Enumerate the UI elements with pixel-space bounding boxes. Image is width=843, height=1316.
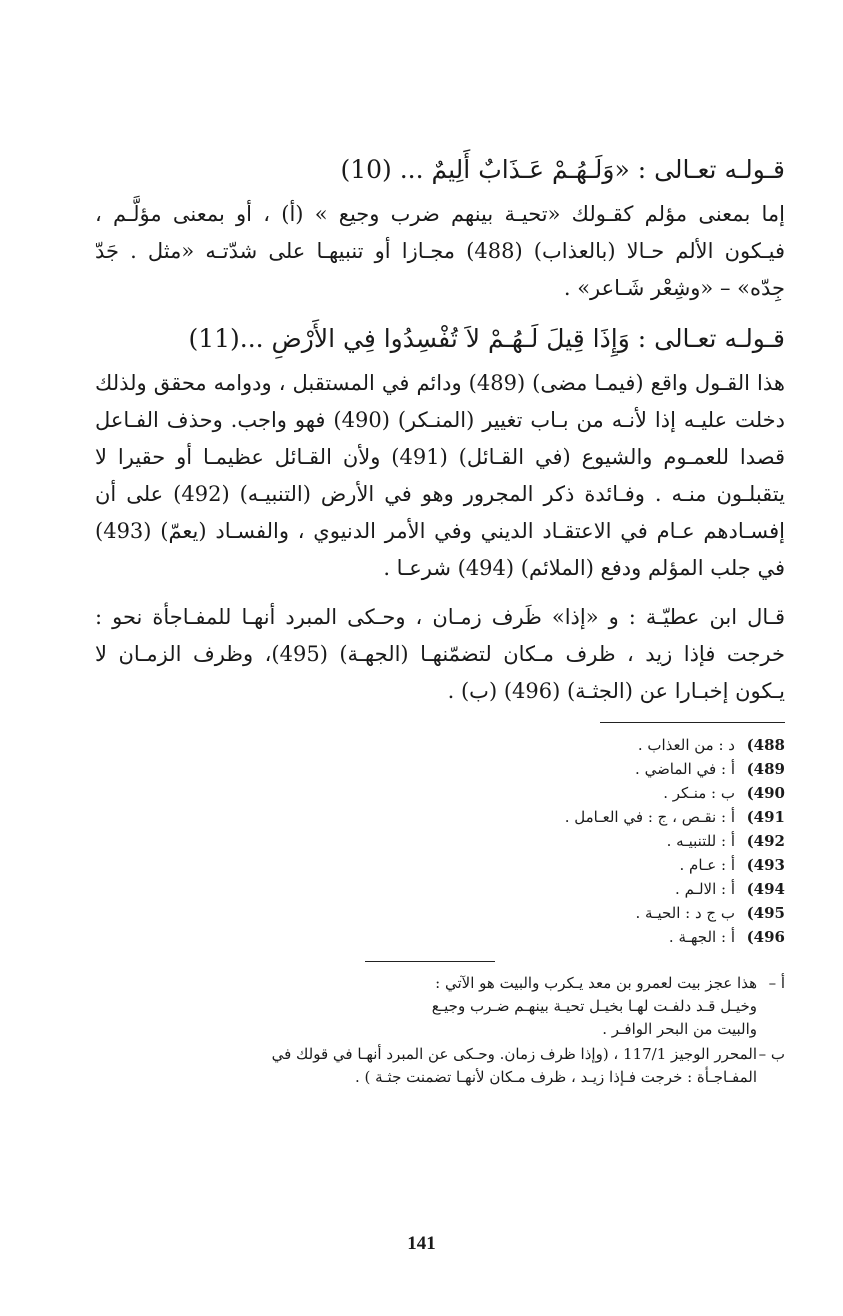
notes-divider (600, 722, 785, 723)
note-number: (492 (746, 832, 785, 850)
note-text: ب : منـكر . (663, 784, 735, 802)
page-number: 141 (407, 1233, 436, 1254)
footnote-line: المحرر الوجيز 117/1 ، (وإذا ظرف زمان. وحـكى عن المبرد أنهـا في قولك في (271, 1045, 757, 1063)
footnote-line: والبيت من البحر الوافـر . (602, 1020, 757, 1038)
footnotes-divider (365, 961, 495, 962)
note-number: (489 (746, 760, 785, 778)
variant-note (95, 829, 785, 853)
variant-note (95, 853, 785, 877)
note-text: أ : الالـم . (675, 880, 735, 898)
note-number: (495 (746, 904, 785, 922)
paragraph-1: إما بمعنى مؤلم كقـولك «تحيـة بينهم ضرب وجيع » (أ) ، أو بمعنى مؤلَّـم ، فيـكون الألم حـالا (بالعذاب) (488) مجـازا أو تنبيهـا على شدّتـه «مثل . جَدّ جِدّه» – «وشِعْر شَـاعر» . (95, 202, 785, 300)
footnote-b (95, 1043, 785, 1089)
footnote-line: وخيـل قـد دلفـت لهـا بخيـل تحيـة بينهـم ضـرب وجيـع (431, 997, 757, 1015)
footnote-mark: أ – (768, 974, 785, 992)
variant-note (95, 901, 785, 925)
variant-note (95, 805, 785, 829)
variant-note (95, 757, 785, 781)
variant-note (95, 733, 785, 757)
variant-note (95, 781, 785, 805)
footnote-line: المفـاجـأة : خرجت فـإذا زيـد ، ظرف مـكان لأنهـا تضمنت جثـة ) . (354, 1068, 757, 1086)
footnote-mark: ب – (758, 1045, 785, 1063)
footnote-body (95, 972, 757, 1041)
note-number: (494 (746, 880, 785, 898)
note-number: (496 (746, 928, 785, 946)
page-body (95, 150, 785, 1091)
note-text: ب ج د : الحيـة . (635, 904, 735, 922)
paragraph-3: قـال ابن عطيّـة : و «إذا» ظَرف زمـان ، وحـكى المبرد أنهـا للمفـاجأة نحو : خرجت فإذا زيد ، ظرف مـكان لتضمّنهـا (الجهـة) (495)، وظرف الزمـان لا يـكون إخبـارا عن (الجثـة) (496) (ب) . (95, 605, 786, 703)
note-text: أ : عـام . (679, 856, 735, 874)
footnote-body (95, 1043, 757, 1089)
verse-heading-1: قـولـه تعـالى : «وَلَـهُـمْ عَـذَابٌ أَلِيمٌ ... (10) (340, 155, 785, 184)
footnote-line: هذا عجز بيت لعمرو بن معد يـكرب والبيت هو الآتي : (435, 974, 757, 992)
paragraph-2: هذا القـول واقع (فيمـا مضى) (489) ودائم في المستقبل ، ودوامه محقق ولذلك دخلت عليـه إذا لأنـه من بـاب تغيير (المنـكر) (490) فهو واجب. وحذف الفـاعل قصدا للعمـوم والشيوع (في القـائل) (491) ولأن القـائل عظيمـا أو حقيرا لا يتقبلـون منـه . وفـائدة ذكر المجرور وهو في الأرض (التنبيـه) (492) على أن إفسـادهم عـام في الاعتقـاد الديني وفي الأمر الدنيوي ، والفسـاد (يعمّ) (493) في جلب المؤلم ودفع (الملائم) (494) شرعـا . (95, 371, 785, 580)
note-number: (493 (746, 856, 785, 874)
variant-notes (95, 733, 785, 949)
variant-note (95, 925, 785, 949)
note-text: د : من العذاب . (637, 736, 735, 754)
footnote-a (95, 972, 785, 1041)
note-text: أ : في الماضي . (635, 760, 735, 778)
note-text: أ : الجهـة . (668, 928, 735, 946)
note-text: أ : للتنبيـه . (666, 832, 735, 850)
note-number: (488 (746, 736, 785, 754)
variant-note (95, 877, 785, 901)
note-number: (490 (746, 784, 785, 802)
footnotes (95, 972, 785, 1089)
verse-heading-2: قـولـه تعـالى : وَإِذَا قِيلَ لَـهُـمْ لاَ تُفْسِدُوا فِي الأَرْضِ ...(11) (188, 324, 785, 353)
note-text: أ : نقـص ، ج : في العـامل . (564, 808, 735, 826)
note-number: (491 (746, 808, 785, 826)
